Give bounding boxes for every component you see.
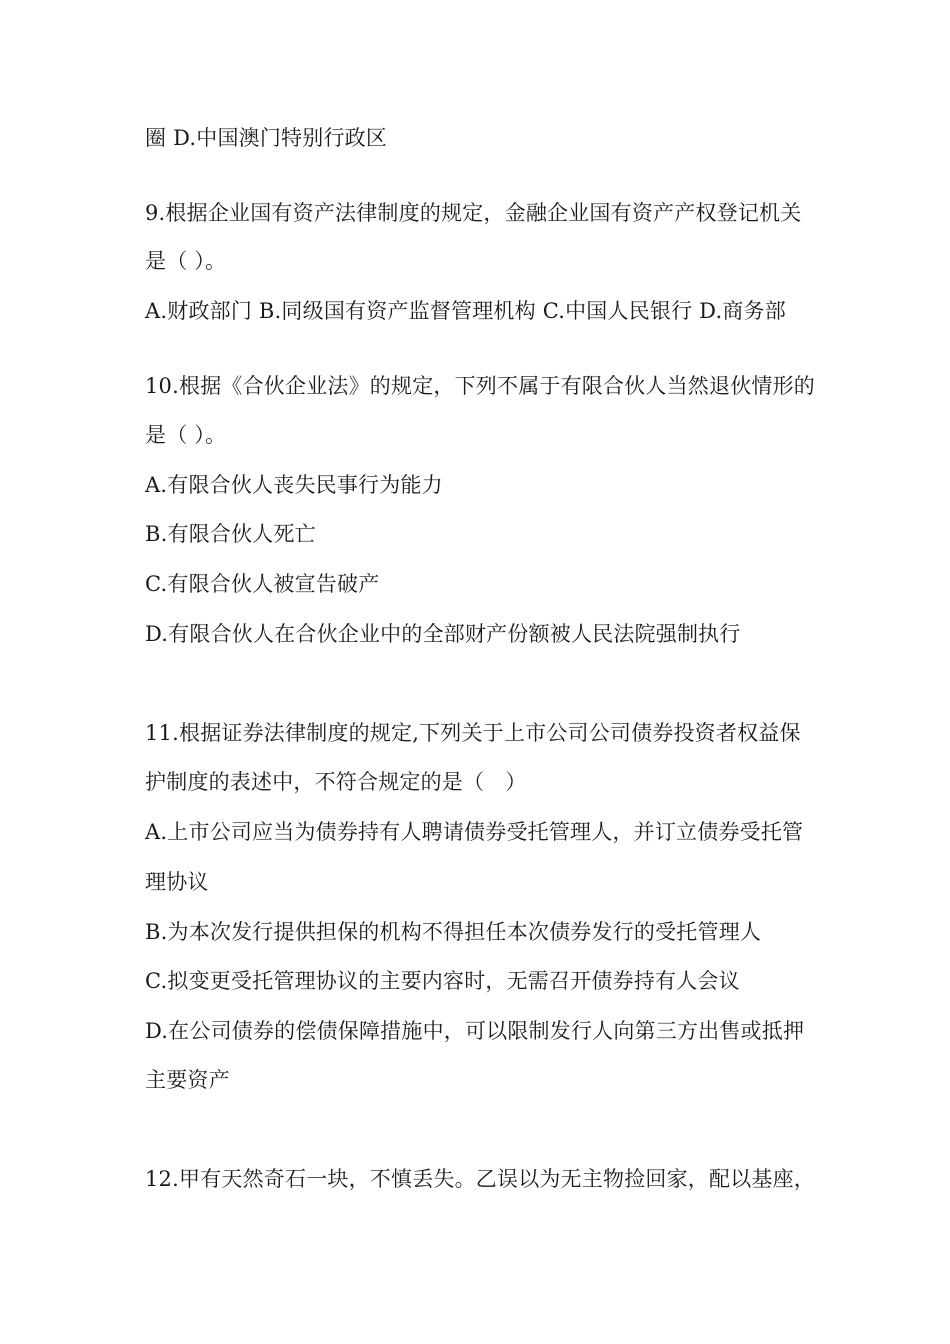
q11-option-a-line1: A.上市公司应当为债券持有人聘请债券受托管理人，并订立债券受托管 xyxy=(145,820,804,844)
q10-option-c: C.有限合伙人被宣告破产 xyxy=(145,572,380,596)
q8-tail-text: 圈 D.中国澳门特别行政区 xyxy=(145,126,388,150)
q10-option-d: D.有限合伙人在合伙企业中的全部财产份额被人民法院强制执行 xyxy=(145,622,741,646)
q9-stem-line1: 9.根据企业国有资产法律制度的规定，金融企业国有资产产权登记机关 xyxy=(145,201,802,225)
q10-stem-line2: 是（ ）。 xyxy=(145,423,227,447)
q9-options: A.财政部门 B.同级国有资产监督管理机构 C.中国人民银行 D.商务部 xyxy=(145,299,786,323)
q11-option-b: B.为本次发行提供担保的机构不得担任本次债券发行的受托管理人 xyxy=(145,920,762,944)
q10-stem-line1: 10.根据《合伙企业法》的规定，下列不属于有限合伙人当然退伙情形的 xyxy=(145,374,815,398)
q11-option-a-line2: 理协议 xyxy=(145,870,209,894)
q11-stem-line2: 护制度的表述中，不符合规定的是（ ） xyxy=(145,770,527,794)
q11-option-d-line2: 主要资产 xyxy=(145,1068,230,1092)
q12-stem-line1: 12.甲有天然奇石一块，不慎丢失。乙误以为无主物捡回家，配以基座， xyxy=(145,1167,815,1191)
q11-stem-line1: 11.根据证券法律制度的规定,下列关于上市公司公司债券投资者权益保 xyxy=(145,721,801,745)
q11-option-d-line1: D.在公司债券的偿债保障措施中，可以限制发行人向第三方出售或抵押 xyxy=(145,1019,805,1043)
q11-option-c: C.拟变更受托管理协议的主要内容时，无需召开债券持有人会议 xyxy=(145,969,740,993)
q9-stem-line2: 是（ ）。 xyxy=(145,249,227,273)
q10-option-b: B.有限合伙人死亡 xyxy=(145,522,316,546)
q10-option-a: A.有限合伙人丧失民事行为能力 xyxy=(145,473,443,497)
